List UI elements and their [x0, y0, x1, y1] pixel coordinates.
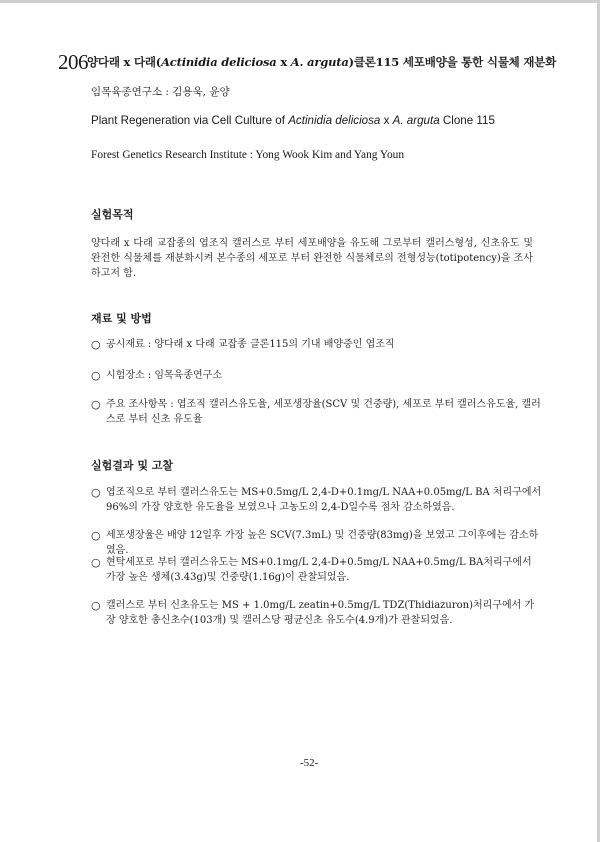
korean-affiliation: 임목육종연구소 : 김용욱, 윤양	[91, 86, 230, 98]
list-item-text: 엽조직으로 부터 캘러스유도는 MS+0.5mg/L 2,4-D+0.1mg/L NAA+0.05mg/L BA 처리구에서 96%의 가장 양호한 유도율을 보였으나 고농도의 2,4-D일수록 점차 감소하였음.	[106, 487, 542, 513]
circle-bullet-icon: ○	[91, 486, 101, 499]
list-item	[91, 528, 543, 558]
results-heading: 실험결과 및 고찰	[91, 459, 174, 472]
english-affiliation: Forest Genetics Research Institute : Yong Wook Kim and Yang Youn	[91, 149, 405, 161]
korean-title: 양다래 x 다래(Actinidia deliciosa x A. arguta)클론115 세포배양을 통한 식물체 재분화	[87, 55, 557, 69]
list-item	[91, 598, 543, 628]
list-item-text: 현탁세포로 부터 캘러스유도는 MS+0.1mg/L 2,4-D+0.5mg/L NAA+0.5mg/L BA처리구에서 가장 높은 생체(3.43g)및 건중량(1.16g)이 관찰되었음.	[106, 557, 532, 583]
list-item-text: 주요 조사항목 : 엽조직 캘러스유도율, 세포생장율(SCV 및 건중량), 세포로 부터 캘러스유도율, 캘러스로 부터 신초 유도율	[106, 399, 541, 425]
circle-bullet-icon: ○	[91, 599, 101, 612]
circle-bullet-icon: ○	[91, 338, 101, 351]
english-title: Plant Regeneration via Cell Culture of Actinidia deliciosa x A. arguta Clone 115	[91, 114, 495, 127]
circle-bullet-icon: ○	[91, 529, 101, 542]
list-item	[91, 485, 543, 515]
circle-bullet-icon: ○	[91, 398, 101, 411]
list-item	[91, 397, 543, 427]
list-item-text: 시험장소 : 임목육종연구소	[106, 370, 222, 381]
list-item	[91, 555, 543, 585]
list-item	[91, 337, 543, 352]
scan-edge-top	[0, 0, 600, 3]
abstract-number: 206	[58, 50, 88, 74]
list-item-text: 공시재료 : 양다래 x 다래 교잡종 클론115의 기내 배양중인 엽조직	[106, 339, 395, 350]
list-item	[91, 368, 543, 383]
materials-heading: 재료 및 방법	[91, 312, 152, 325]
page-number: -52-	[300, 757, 319, 769]
list-item-text: 캘러스로 부터 신초유도는 MS + 1.0mg/L zeatin+0.5mg/L TDZ(Thidiazuron)처리구에서 가장 양호한 총신초수(103개) 및 캘러스당 평균신초 유도수(4.9개)가 관찰되었음.	[106, 600, 535, 626]
objective-text: 양다래 x 다래 교잡종의 엽조직 캘러스로 부터 세포배양을 유도해 그로부터 캘러스형성, 신초유도 및 완전한 식물체를 재분화시켜 본수종의 세포로 부터 완전한 식물체로의 전형성능(totipotency)을 조사하고저 함.	[91, 238, 533, 279]
circle-bullet-icon: ○	[91, 556, 101, 569]
circle-bullet-icon: ○	[91, 369, 101, 382]
objective-heading: 실험목적	[91, 208, 134, 221]
list-item-text: 세포생장율은 배양 12일후 가장 높은 SCV(7.3mL) 및 건중량(83mg)을 보였고 그이후에는 감소하였음.	[106, 530, 539, 556]
